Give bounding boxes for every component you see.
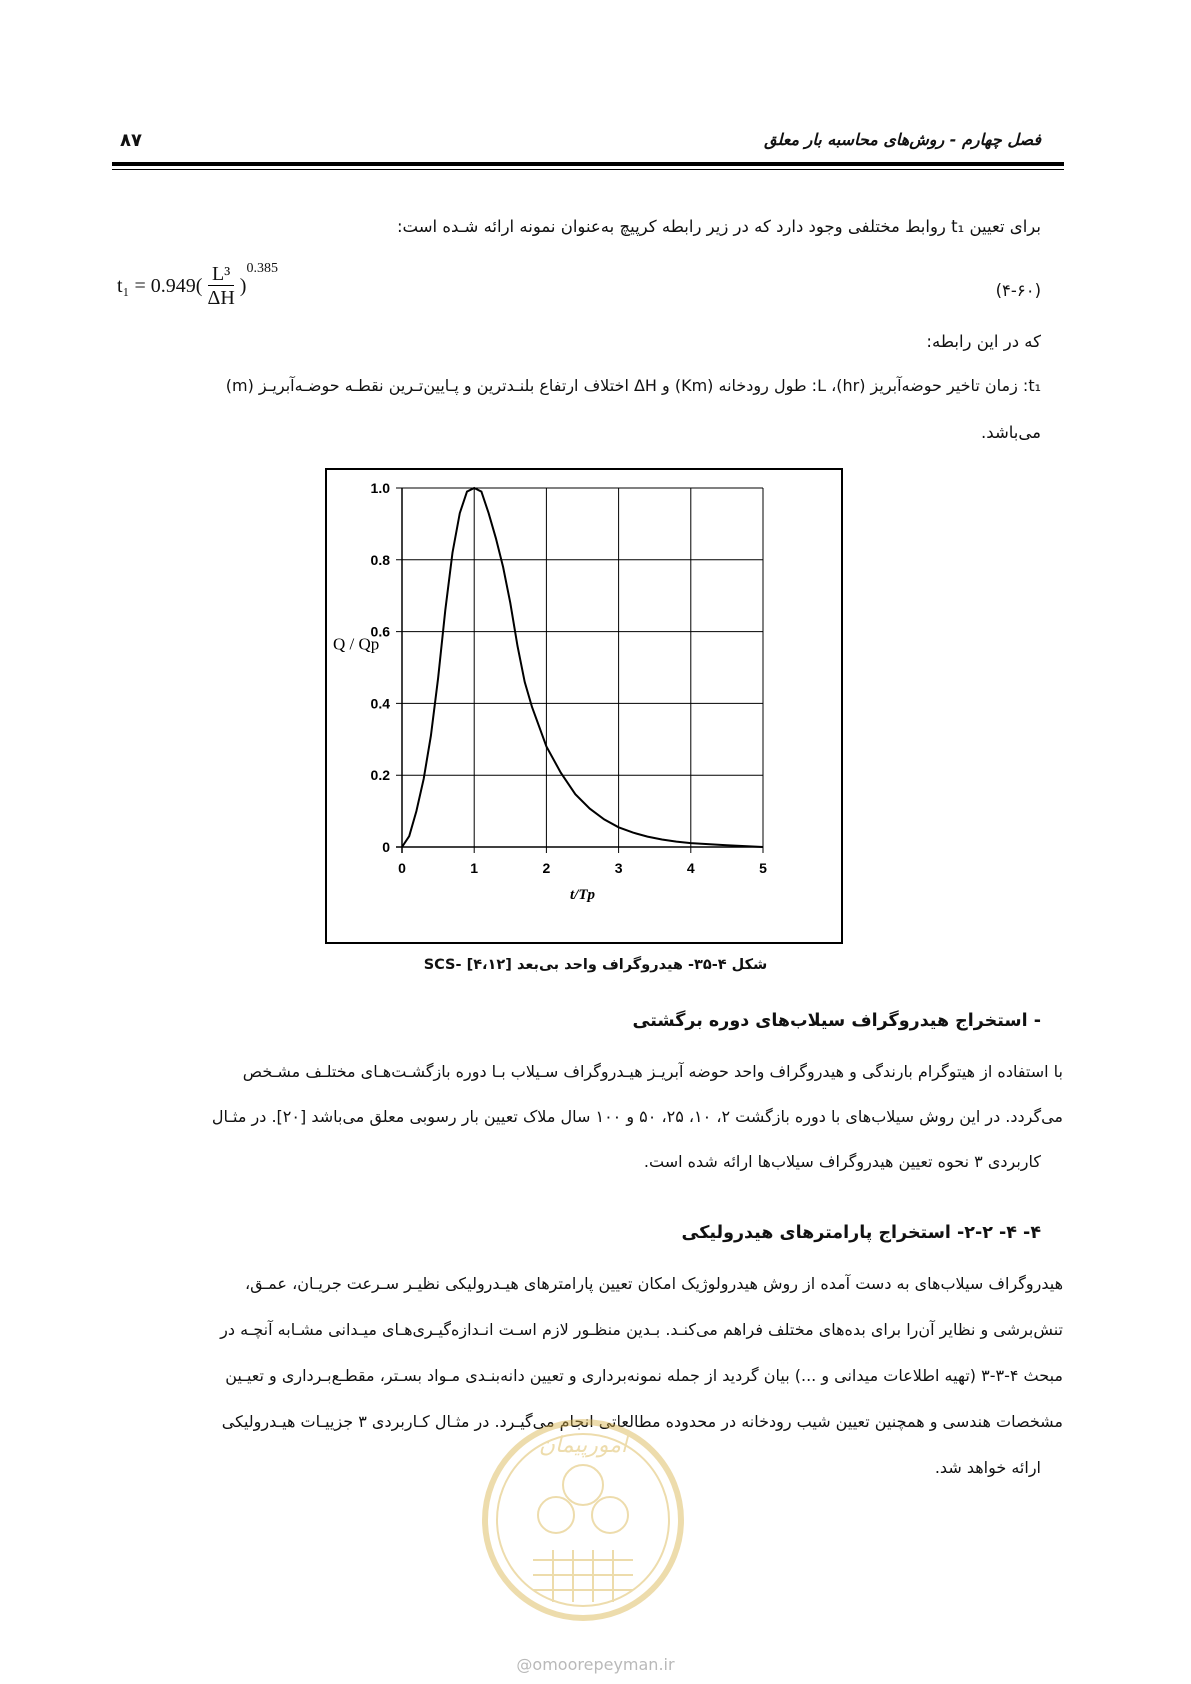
formula-fraction	[203, 263, 238, 310]
x-axis-label: t/Tp	[570, 887, 595, 903]
x-tick-label: 3	[614, 860, 623, 876]
chapter-title: فصل چهارم - روش‌های محاسبه بار معلق	[764, 130, 1041, 149]
y-tick-label: 1.0	[370, 480, 390, 496]
section1-line-1: با استفاده از هیتوگرام بارندگی و هیدروگراف واحد حوضه آبریـز هیـدروگراف سـیلاب بـا دوره بازگشـت‌هـای مختلـف مشـخص	[242, 1062, 1063, 1081]
x-tick-label: 0	[398, 860, 406, 876]
formula-denominator: ΔH	[207, 287, 235, 309]
definitions-line-2: می‌باشد.	[981, 423, 1041, 442]
y-tick-label: 0.8	[370, 551, 390, 568]
y-tick-label: 0.6	[370, 623, 390, 640]
watermark-logo-text: امورپیمان	[538, 1433, 628, 1458]
definitions-line-1: t₁: زمان تاخیر حوضه‌آبریز (hr)، L: طول رودخانه (Km) و ΔH اختلاف ارتفاع بلنـدترین و پـایین‌تـرین نقطـه حوضـه‌آبریـز (m)	[225, 376, 1041, 395]
section2-line-5: ارائه خواهد شد.	[934, 1458, 1041, 1477]
formula-numerator: L³	[208, 263, 234, 286]
formula	[117, 263, 278, 310]
page-number: ۸۷	[120, 130, 142, 151]
hydrograph-curve	[402, 488, 763, 847]
formula-exponent: 0.385	[246, 261, 278, 276]
figure-caption: شکل ۴-۳۵- هیدروگراف واحد بی‌بعد SCS- [۴،۱۲]	[423, 957, 768, 973]
section-heading-flood-hydrograph: - استخراج هیدروگراف سیلاب‌های دوره برگشتی	[632, 1011, 1041, 1031]
x-tick-label: 5	[759, 860, 767, 876]
x-tick-label: 2	[542, 860, 551, 876]
section-heading-hydraulic-params: ۴- ۴- ۲-۲- استخراج پارامترهای هیدرولیکی	[681, 1223, 1041, 1243]
section2-line-4: مشخصات هندسی و همچنین تعیین شیب رودخانه در محدوده مطالعاتی انجام می‌گیـرد. در مثـال کـاربردی ۳ جزییـات هیـدرولیکی	[221, 1412, 1063, 1431]
header-rule-thin	[112, 169, 1064, 170]
intro-text: برای تعیین t₁ روابط مختلفی وجود دارد که در زیر رابطه کرپیچ به‌عنوان نمونه ارائه شـده است:	[396, 217, 1041, 236]
section1-line-2: می‌گردد. در این روش سیلاب‌های با دوره بازگشت ۲، ۱۰، ۲۵، ۵۰ و ۱۰۰ سال ملاک تعیین بار رسوبی معلق می‌باشد [۲۰]. در مثـال	[211, 1107, 1063, 1126]
x-tick-label: 1	[470, 860, 479, 876]
equation-number: (۴-۶۰)	[995, 281, 1041, 300]
header-rule-thick	[112, 162, 1064, 166]
y-tick-label: 0.2	[370, 767, 390, 784]
x-tick-label: 4	[686, 860, 695, 876]
y-tick-label: 0.4	[370, 695, 390, 712]
section2-line-2: تنش‌برشی و نظایر آن‌را برای بده‌های مختلف فراهم می‌کنـد. بـدین منظـور لازم اسـت انـدازه‌گیـری‌هـای میـدانی مشـابه آنچـه در	[220, 1320, 1063, 1339]
formula-lhs: t₁ = 0.949(	[117, 275, 203, 297]
section2-line-3: مبحث ۴-۳-۳ (تهیه اطلاعات میدانی و ...) بیان گردید از جمله نمونه‌برداری و تعیین دانه‌بنـدی مـواد بسـتر، مقطـع‌بـرداری و تعیـین	[225, 1366, 1063, 1385]
y-axis-label: Q / Qp	[333, 634, 380, 654]
section1-line-3: کاربردی ۳ نحوه تعیین هیدروگراف سیلاب‌ها ارائه شده است.	[643, 1152, 1041, 1171]
y-tick-label: 0	[382, 839, 390, 855]
section2-line-1: هیدروگراف سیلاب‌های به دست آمده از روش هیدرولوژیک امکان تعیین پارامترهای هیـدرولیکی نظیـر سـرعت جریـان، عمـق،	[244, 1274, 1063, 1293]
hydrograph-chart	[327, 470, 840, 941]
watermark-url: @omoorepeyman.ir	[516, 1655, 675, 1674]
formula-close: )	[239, 275, 247, 297]
figure-frame	[325, 468, 843, 944]
watermark-seal	[478, 1390, 688, 1650]
where-label: که در این رابطه:	[926, 332, 1041, 351]
